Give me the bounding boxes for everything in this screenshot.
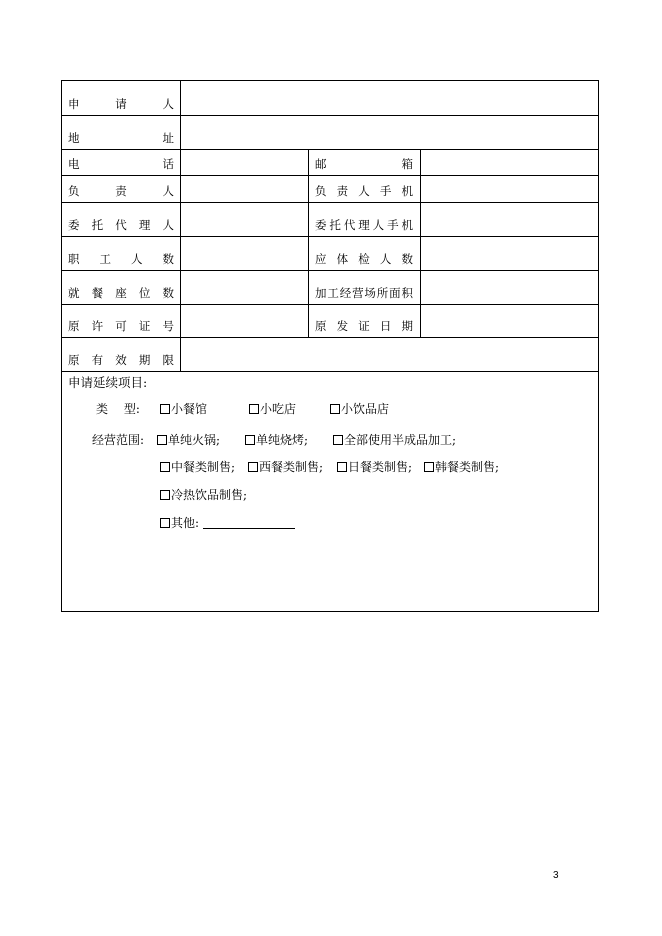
label-agent: 委托代理人 [68, 218, 174, 232]
checkbox-icon [157, 435, 167, 445]
row-applicant [62, 81, 598, 116]
field-staff-count[interactable] [181, 236, 309, 270]
option-snack-shop[interactable]: 小吃店 [249, 401, 296, 417]
row-address [62, 115, 598, 150]
option-hotpot-only[interactable]: 单纯火锅; [157, 432, 220, 448]
field-applicant[interactable] [181, 81, 598, 115]
row-validity [62, 337, 598, 372]
checkbox-icon [330, 404, 340, 414]
label-seats: 就餐座位数 [68, 286, 174, 300]
label-license-number: 原许可证号 [68, 319, 174, 333]
label-staff-count: 职工人数 [68, 252, 174, 266]
checkbox-icon [245, 435, 255, 445]
field-agent-mobile[interactable] [421, 202, 598, 236]
option-semi-finished[interactable]: 全部使用半成品加工; [333, 432, 456, 448]
extension-title: 申请延续项目: [68, 375, 148, 390]
field-premises-area[interactable] [421, 270, 598, 304]
label-applicant: 申请人 [68, 97, 174, 111]
checkbox-icon [337, 462, 347, 472]
label-agent-mobile: 委托代理人手机 [315, 218, 413, 232]
option-drink-shop[interactable]: 小饮品店 [330, 401, 389, 417]
label-validity: 原有效期限 [68, 353, 174, 367]
field-health-check-count[interactable] [421, 236, 598, 270]
option-drinks[interactable]: 冷热饮品制售; [160, 487, 247, 503]
other-blank-line[interactable] [203, 528, 295, 529]
option-chinese[interactable]: 中餐类制售; [160, 459, 235, 475]
page-number: 3 [553, 870, 559, 881]
field-seats[interactable] [181, 270, 309, 304]
option-small-restaurant[interactable]: 小餐馆 [160, 401, 207, 417]
option-bbq-only[interactable]: 单纯烧烤; [245, 432, 308, 448]
field-address[interactable] [181, 115, 598, 149]
row-manager [62, 175, 598, 203]
field-manager-mobile[interactable] [421, 175, 598, 202]
row-staff-count [62, 236, 598, 271]
label-phone: 电话 [68, 157, 174, 171]
label-email: 邮箱 [315, 157, 413, 171]
field-agent[interactable] [181, 202, 309, 236]
type-label: 类 型: [96, 402, 140, 416]
field-phone[interactable] [181, 149, 309, 175]
option-other[interactable]: 其他: [160, 515, 295, 531]
label-manager-mobile: 负责人手机 [315, 184, 413, 198]
row-phone-email [62, 149, 598, 176]
label-health-check-count: 应体检人数 [315, 252, 413, 266]
row-seats [62, 270, 598, 305]
checkbox-icon [248, 462, 258, 472]
field-email[interactable] [421, 149, 598, 175]
option-korean[interactable]: 韩餐类制售; [424, 459, 499, 475]
option-japanese[interactable]: 日餐类制售; [337, 459, 412, 475]
checkbox-icon [160, 518, 170, 528]
field-license-number[interactable] [181, 304, 309, 337]
application-form-table [61, 80, 599, 612]
checkbox-icon [424, 462, 434, 472]
extension-section [62, 371, 598, 611]
checkbox-icon [333, 435, 343, 445]
checkbox-icon [160, 490, 170, 500]
checkbox-icon [249, 404, 259, 414]
row-license [62, 304, 598, 338]
scope-label: 经营范围: [92, 433, 145, 447]
field-issue-date[interactable] [421, 304, 598, 337]
field-manager[interactable] [181, 175, 309, 202]
checkbox-icon [160, 462, 170, 472]
label-manager: 负责人 [68, 184, 174, 198]
label-address: 地址 [68, 131, 174, 145]
label-premises-area: 加工经营场所面积 [315, 286, 413, 300]
option-western[interactable]: 西餐类制售; [248, 459, 323, 475]
label-issue-date: 原发证日期 [315, 319, 413, 333]
checkbox-icon [160, 404, 170, 414]
row-agent [62, 202, 598, 237]
field-validity[interactable] [181, 337, 598, 371]
